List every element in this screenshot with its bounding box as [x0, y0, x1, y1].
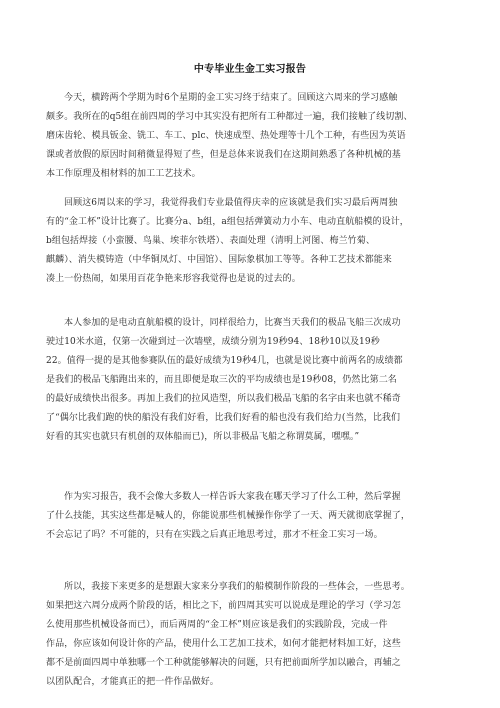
paragraph-3: [46, 314, 458, 447]
paragraph-line: 麒麟）、消失模铸造（中华铜凤灯、中国馆）、国际象棋加工等等。各种工艺技术都能来: [46, 255, 392, 265]
paragraph-line: 作为实习报告，我不会像大多数人一样告诉大家我在哪天学习了什么工种，然后掌握: [64, 492, 401, 502]
paragraph-line: 了“偶尔比我们跑的快的船没有我们好看，比我们好看的船也没有我们给力(当然，比我们: [46, 413, 401, 423]
paragraph-line: 回顾这6周以来的学习，我觉得我们专业最值得庆幸的应该就是我们实习最后两周独: [64, 198, 398, 208]
paragraph-line: 本工作原理及相材料的加工工艺技术。: [46, 169, 201, 179]
paragraph-line: 了什么技能，其实这些都是喊人的，你能说那些机械操作你学了一天、两天就彻底掌握了，: [46, 511, 411, 521]
paragraph-line: 不会忘记了吗？不可能的，只有在实践之后真正地思考过，那才不枉金工实习一场。: [46, 530, 383, 540]
paragraph-line: 好看的其实也就只有机创的双体船而已)，所以非极品飞船之称谓莫属，嘿嘿。”: [46, 432, 360, 442]
paragraph-line: 如果把这六周分成两个阶段的话，相比之下，前四周其实可以说成是理论的学习（学习怎: [46, 601, 401, 611]
paragraph-4: [46, 488, 458, 545]
paragraph-line: 22。值得一提的是其他参赛队伍的最好成绩为19秒4几，也就是说比赛中前两名的成绩都: [46, 356, 403, 366]
paragraph-line: 磨床齿轮、模具钣金、铣工、车工、plc、快速成型、热处理等十几个工种，有些因为英语: [46, 131, 406, 141]
paragraph-line: 是我们的极品飞船跑出来的，而且即便是取三次的平均成绩也是19秒08，仍然比第二名: [46, 375, 397, 385]
paragraph-line: 颇多。我所在的q5组在前四周的学习中其实没有把所有工种都过一遍，我们接触了线切割、: [46, 112, 413, 122]
paragraph-line: 所以，我接下来更多的是想跟大家来分享我们的船模制作阶段的一些体会，一些思考。: [64, 582, 410, 592]
paragraph-1: [46, 89, 458, 184]
paragraph-line: 驶过10米水道，仅第一次碰到过一次墙壁，成绩分别为19秒94、18秒10以及19秒: [46, 337, 380, 347]
paragraph-line: 凑上一份热闹，如果用百花争艳来形容我觉得也是说的过去的。: [46, 274, 301, 284]
paragraph-line: 以团队配合，才能真正的把一件作品做好。: [46, 677, 219, 687]
paragraph-line: b组包括焊接（小蛮腰、鸟巢、埃菲尔铁塔）、表面处理（清明上河图、梅兰竹菊、: [46, 236, 375, 246]
paragraph-line: 课或者放假的原因时间稍微显得短了些，但是总体来说我们在这期间熟悉了各种机械的基: [46, 150, 401, 160]
paragraph-line: 有的“金工杯”设计比赛了。比赛分a、b组，a组包括弹簧动力小车、电动直航船模的设计，: [46, 217, 409, 227]
paragraph-line: 今天，横跨两个学期为时6个星期的金工实习终于结束了。回顾这六周来的学习感触: [64, 93, 398, 103]
paragraph-line: 都不是前面四周中单独哪一个工种就能够解决的问题，只有把前面所学加以融合，再辅之: [46, 658, 401, 668]
paragraph-5: [46, 578, 458, 692]
paragraph-line: 的最好成绩快出很多。再加上我们的拉风造型，所以我们极品飞船的名字由来也就不稀奇: [46, 394, 401, 404]
paragraph-line: 么使用那些机械设备而已），而后两周的“金工杯”则应该是我们的实践阶段，完成一件: [46, 620, 388, 630]
paragraph-line: 作品，你应该如何设计你的产品，使用什么工艺加工技术，如何才能把材料加工好，这些: [46, 639, 401, 649]
paragraph-2: [46, 194, 458, 289]
document-title: 中专毕业生金工实习报告: [193, 64, 307, 75]
paragraph-line: 本人参加的是电动直航船模的设计，同样很给力，比赛当天我们的极品飞船三次成功: [64, 318, 401, 328]
